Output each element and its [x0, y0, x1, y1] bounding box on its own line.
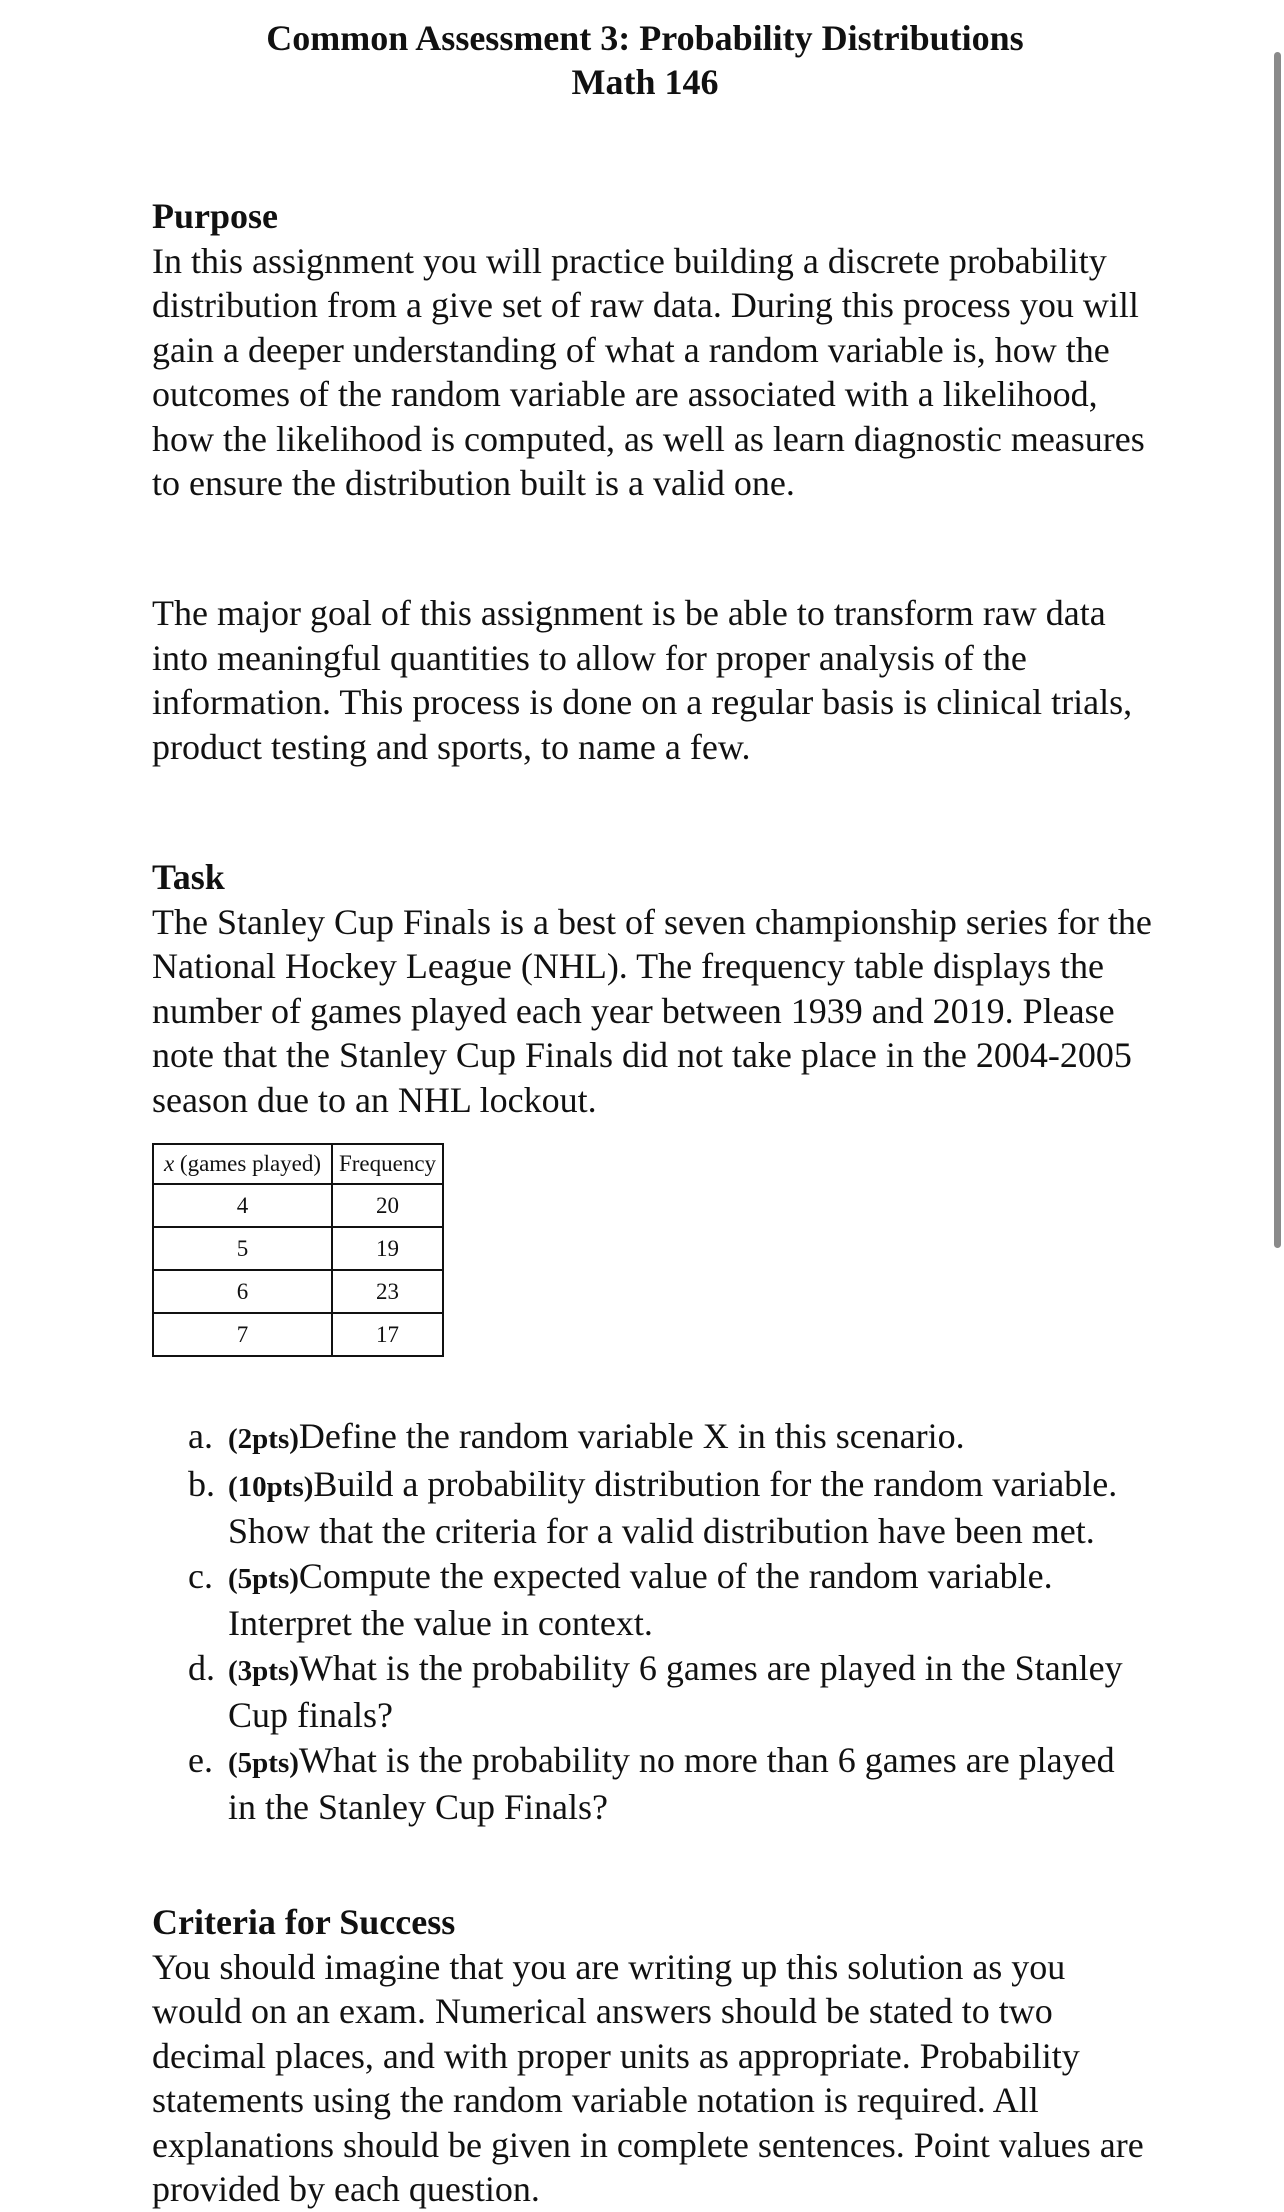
cell-frequency: 19 [332, 1227, 443, 1270]
cell-games: 4 [153, 1184, 332, 1227]
criteria-section [152, 1900, 1152, 2212]
cell-games: 5 [153, 1227, 332, 1270]
question-letter: d. [188, 1647, 215, 1688]
table-row [153, 1227, 443, 1270]
question-points: (5pts) [228, 1562, 299, 1595]
cell-frequency: 20 [332, 1184, 443, 1227]
task-heading: Task [152, 857, 225, 897]
purpose-section [152, 194, 1152, 506]
criteria-paragraph: You should imagine that you are writing up this solution as you would on an exam. Numerical answers should be stated to two decimal places, and with proper units as appropriate. Probability statements using the random variable notation is required. All explanations should be given in complete sentences. Point values are provided by each question. [152, 1946, 1144, 2209]
question-text: Define the random variable X in this scenario. [298, 1416, 965, 1456]
question-item [188, 1462, 1148, 1554]
header-frequency: Frequency [332, 1144, 443, 1184]
vertical-scrollbar[interactable] [1274, 52, 1281, 1248]
table-header-row [153, 1144, 443, 1184]
criteria-heading: Criteria for Success [152, 1902, 456, 1942]
cell-games: 6 [153, 1270, 332, 1313]
question-letter: b. [188, 1463, 215, 1504]
table-row [153, 1270, 443, 1313]
goal-section [152, 591, 1152, 769]
task-section [152, 855, 1152, 1122]
course-name: Math 146 [571, 62, 719, 102]
question-points: (5pts) [228, 1746, 299, 1779]
question-points: (2pts) [228, 1423, 299, 1455]
cell-frequency: 23 [332, 1270, 443, 1313]
header-games-played: x (games played) [153, 1144, 332, 1184]
question-text: What is the probability no more than 6 games are played in the Stanley Cup Finals? [228, 1739, 1115, 1827]
question-item [188, 1646, 1148, 1738]
cell-frequency: 17 [332, 1313, 443, 1356]
table-row [153, 1313, 443, 1356]
table-row [153, 1184, 443, 1227]
question-item [188, 1554, 1148, 1646]
question-item [188, 1738, 1148, 1830]
purpose-paragraph-2: The major goal of this assignment is be able to transform raw data into meaningful quantities to allow for proper analysis of the information. This process is done on a regular basis is clinical trials, product testing and sports, to name a few. [152, 593, 1133, 767]
purpose-paragraph-1: In this assignment you will practice building a discrete probability distribution from a give set of raw data. During this process you will gain a deeper understanding of what a random variable is, how the outcomes of the random variable are associated with a likelihood, how the likelihood is computed, as well as learn diagnostic measures to ensure the distribution built is a valid one. [152, 240, 1145, 503]
question-text: Compute the expected value of the random variable. Interpret the value in context. [228, 1555, 1053, 1643]
cell-games: 7 [153, 1313, 332, 1356]
task-paragraph: The Stanley Cup Finals is a best of seven championship series for the National Hockey League (NHL). The frequency table displays the number of games played each year between 1939 and 2019. Please note that the Stanley Cup Finals did not take place in the 2004-2005 season due to an NHL lockout. [152, 901, 1152, 1120]
question-letter: e. [188, 1739, 213, 1780]
purpose-heading: Purpose [152, 196, 278, 236]
frequency-table [152, 1143, 444, 1357]
question-list [188, 1414, 1148, 1830]
document-title: Common Assessment 3: Probability Distributions [266, 18, 1024, 58]
question-points: (3pts) [228, 1654, 299, 1687]
question-text: What is the probability 6 games are played in the Stanley Cup finals? [228, 1647, 1123, 1735]
question-letter: c. [188, 1555, 213, 1596]
question-item [188, 1414, 1148, 1462]
question-letter: a. [188, 1416, 213, 1456]
question-points: (10pts) [228, 1470, 314, 1503]
document-header [0, 16, 1284, 104]
question-text: Build a probability distribution for the random variable. Show that the criteria for a valid distribution have been met. [228, 1463, 1118, 1551]
